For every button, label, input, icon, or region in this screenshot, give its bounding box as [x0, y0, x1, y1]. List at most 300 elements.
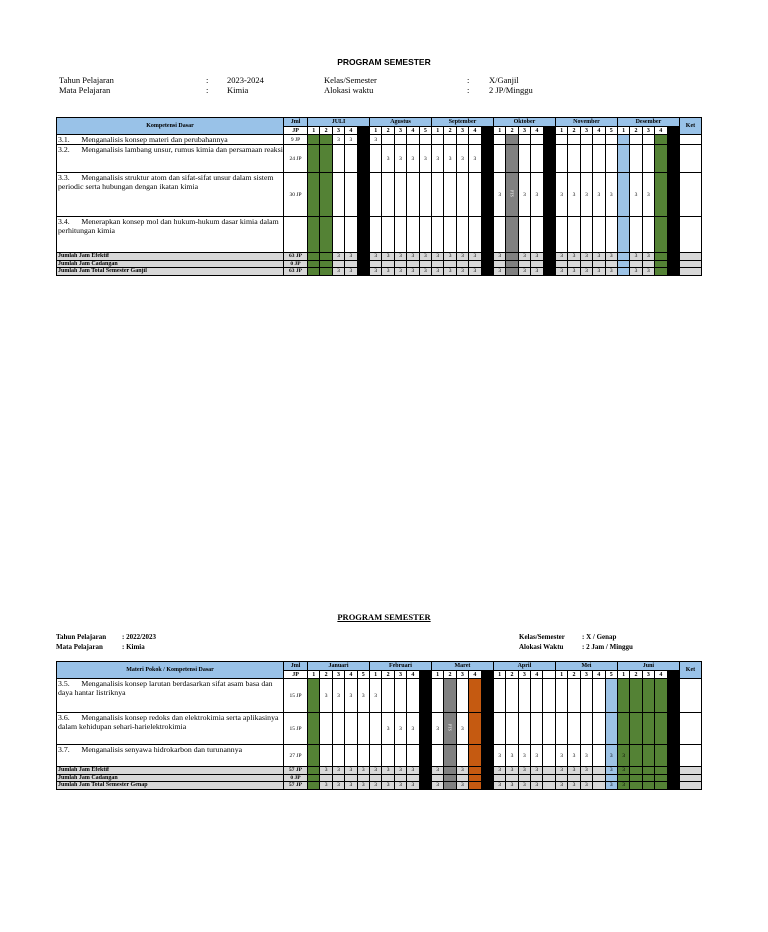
summary-cell: 3	[456, 782, 468, 790]
tahun-sep: :	[206, 75, 209, 85]
alokasi-value: 2 JP/Minggu	[489, 85, 533, 95]
week-cell	[555, 217, 567, 253]
summary-cell	[357, 268, 369, 276]
jp-cell: 9 JP	[284, 135, 308, 145]
page-title-ganjil: PROGRAM SEMESTER	[337, 57, 431, 67]
summary-cell: 3	[531, 782, 543, 790]
week-header: 1	[617, 671, 629, 679]
week-cell	[617, 145, 629, 173]
week-cell: 3	[320, 679, 332, 713]
kd-cell	[57, 135, 284, 145]
summary-cell	[617, 260, 629, 268]
summary-cell: 3	[580, 268, 592, 276]
week-cell	[469, 679, 481, 713]
week-cell	[308, 745, 320, 767]
week-cell	[407, 745, 419, 767]
summary-cell	[345, 774, 357, 782]
summary-cell: 3	[605, 767, 617, 775]
summary-cell	[357, 774, 369, 782]
week-cell: 3	[506, 745, 518, 767]
week-header: 2	[568, 127, 580, 135]
week-header: 3	[332, 127, 344, 135]
pts-label: PTS	[509, 190, 515, 197]
week-header: 4	[593, 127, 605, 135]
week-header: 3	[456, 127, 468, 135]
info-ganjil	[59, 75, 559, 97]
summary-cell	[419, 260, 431, 268]
week-cell	[469, 173, 481, 217]
summary-cell	[555, 260, 567, 268]
summary-cell	[667, 774, 679, 782]
week-cell	[407, 679, 419, 713]
week-header: 2	[320, 127, 332, 135]
week-header: 4	[655, 671, 667, 679]
program-semester-table-ganjil	[56, 117, 702, 276]
week-cell	[357, 713, 369, 745]
week-cell	[308, 145, 320, 173]
month-header: September	[432, 118, 494, 127]
summary-cell: 3	[332, 767, 344, 775]
week-cell: 3	[432, 145, 444, 173]
summary-cell: 3	[555, 268, 567, 276]
summary-cell: 3	[568, 782, 580, 790]
summary-cell: 3	[394, 253, 406, 261]
summary-cell: 3	[345, 268, 357, 276]
summary-label: Jumlah Jam Total Semester Ganjil	[57, 268, 284, 276]
week-cell	[432, 217, 444, 253]
summary-cell: 3	[394, 767, 406, 775]
week-cell	[332, 173, 344, 217]
week-cell	[667, 217, 679, 253]
summary-cell	[481, 782, 493, 790]
summary-cell: 3	[506, 767, 518, 775]
kd-cell	[57, 145, 284, 173]
summary-cell	[456, 260, 468, 268]
week-header: 2	[444, 671, 456, 679]
week-header: 2	[382, 127, 394, 135]
summary-cell	[419, 767, 431, 775]
week-cell	[493, 713, 505, 745]
summary-cell: 3	[407, 268, 419, 276]
week-cell	[444, 173, 456, 217]
summary-cell: 3	[456, 253, 468, 261]
summary-cell: 3	[332, 253, 344, 261]
week-cell	[655, 135, 667, 145]
week-cell	[308, 713, 320, 745]
week-cell	[655, 217, 667, 253]
program-semester-table-genap	[56, 661, 702, 790]
week-cell	[605, 713, 617, 745]
info-genap	[56, 632, 702, 654]
summary-row	[57, 253, 702, 261]
summary-cell: 3	[469, 253, 481, 261]
week-cell: 3	[370, 135, 382, 145]
week-cell	[444, 713, 456, 745]
week-cell: 3	[518, 745, 530, 767]
week-cell: 3	[357, 679, 369, 713]
summary-cell: 3	[382, 253, 394, 261]
week-cell	[456, 217, 468, 253]
week-header: 2	[506, 671, 518, 679]
ket-cell	[679, 135, 701, 145]
week-cell	[320, 145, 332, 173]
week-cell	[593, 145, 605, 173]
summary-cell: 3	[407, 782, 419, 790]
table-row	[57, 145, 702, 173]
summary-cell	[667, 260, 679, 268]
week-cell: 3	[431, 713, 443, 745]
summary-label: Jumlah Jam Cadangan	[57, 774, 284, 782]
week-cell	[494, 217, 506, 253]
summary-cell: 3	[332, 268, 344, 276]
week-cell	[642, 217, 654, 253]
week-cell	[630, 713, 642, 745]
week-cell	[481, 217, 493, 253]
summary-cell: 3	[320, 767, 332, 775]
kd-text: Menerapkan konsep mol dan hukum-hukum dasar kimia dalam perhitungan kimia	[58, 217, 279, 235]
summary-cell	[593, 782, 605, 790]
summary-cell: 3	[369, 782, 381, 790]
week-header: 4	[531, 127, 543, 135]
week-header	[667, 671, 679, 679]
week-cell	[357, 745, 369, 767]
summary-cell: 3	[369, 767, 381, 775]
week-cell	[518, 679, 530, 713]
summary-cell	[543, 253, 555, 261]
col-header-kd: Kompetensi Dasar	[57, 118, 284, 135]
kd-number: 3.4.	[58, 217, 70, 226]
summary-cell	[617, 253, 629, 261]
week-cell	[543, 745, 555, 767]
summary-cell: 3	[605, 253, 617, 261]
week-cell	[431, 679, 443, 713]
summary-cell: 3	[593, 268, 605, 276]
summary-cell	[345, 260, 357, 268]
week-header: 2	[630, 671, 642, 679]
summary-label: Jumlah Jam Efektif	[57, 253, 284, 261]
week-header	[667, 127, 679, 135]
week-header	[543, 671, 555, 679]
summary-jp: 0 JP	[284, 260, 308, 268]
summary-cell	[568, 260, 580, 268]
week-cell	[456, 173, 468, 217]
week-cell: 3	[382, 145, 394, 173]
week-header: 4	[593, 671, 605, 679]
kd-cell	[57, 173, 284, 217]
month-header: Maret	[431, 662, 493, 671]
summary-cell	[531, 260, 543, 268]
summary-cell: 3	[432, 253, 444, 261]
kelas-label: Kelas/Semester	[324, 75, 377, 85]
week-cell	[407, 173, 419, 217]
summary-cell	[481, 253, 493, 261]
summary-cell: 3	[419, 253, 431, 261]
summary-cell	[655, 774, 667, 782]
week-cell	[382, 217, 394, 253]
table-row	[57, 173, 702, 217]
week-cell: 3	[531, 173, 543, 217]
summary-cell: 3	[432, 268, 444, 276]
week-cell	[531, 713, 543, 745]
summary-cell	[605, 774, 617, 782]
week-cell	[568, 217, 580, 253]
summary-cell: 3	[555, 782, 567, 790]
summary-cell	[543, 774, 555, 782]
week-cell	[555, 135, 567, 145]
week-cell	[432, 173, 444, 217]
week-cell: 3	[531, 745, 543, 767]
week-cell	[481, 679, 493, 713]
week-cell	[419, 713, 431, 745]
summary-cell: 3	[531, 268, 543, 276]
week-cell	[531, 135, 543, 145]
summary-cell: 3	[320, 782, 332, 790]
week-cell	[630, 745, 642, 767]
week-cell	[642, 145, 654, 173]
kd-cell	[57, 713, 284, 745]
week-cell	[320, 713, 332, 745]
col-header-jp: JP	[284, 127, 308, 135]
week-header: 4	[469, 671, 481, 679]
week-cell	[506, 173, 518, 217]
week-cell: 3	[605, 173, 617, 217]
week-cell	[655, 713, 667, 745]
summary-cell: 3	[580, 782, 592, 790]
week-cell	[543, 173, 555, 217]
kd-text: Menganalisis konsep redoks dan elektrokimia serta aplikasinya dalam kehidupan sehari-harielektrokimia	[58, 713, 279, 731]
summary-cell	[543, 260, 555, 268]
kd-text: Menganalisis struktur atom dan sifat-sifat unsur dalam sistem periodic serta hubungan dengan ikatan kimia	[58, 173, 274, 191]
week-header: 2	[630, 127, 642, 135]
summary-cell	[469, 260, 481, 268]
mapel-value: : Kimia	[122, 643, 145, 651]
week-cell: 3	[407, 145, 419, 173]
week-cell: 3	[345, 135, 357, 145]
week-cell	[593, 745, 605, 767]
week-cell	[308, 217, 320, 253]
kelas-label: Kelas/Semester	[519, 633, 565, 641]
week-cell	[481, 745, 493, 767]
summary-cell: 3	[345, 767, 357, 775]
week-cell: 3	[444, 145, 456, 173]
week-cell: 3	[642, 173, 654, 217]
week-cell	[444, 217, 456, 253]
summary-cell	[655, 782, 667, 790]
summary-cell: 3	[494, 253, 506, 261]
summary-cell	[518, 260, 530, 268]
summary-cell	[481, 268, 493, 276]
kd-number: 3.7.	[58, 745, 70, 754]
week-header: 1	[494, 127, 506, 135]
summary-label: Jumlah Jam Efektif	[57, 767, 284, 775]
week-header: 4	[407, 671, 419, 679]
week-cell	[655, 745, 667, 767]
week-header: 3	[580, 671, 592, 679]
summary-cell: 3	[580, 253, 592, 261]
week-header: 5	[357, 671, 369, 679]
kelas-sep: :	[467, 75, 470, 85]
week-cell: 3	[332, 135, 344, 145]
mapel-label: Mata Pelajaran	[56, 643, 103, 651]
summary-cell	[444, 260, 456, 268]
summary-cell	[593, 767, 605, 775]
week-cell	[506, 135, 518, 145]
week-cell	[531, 145, 543, 173]
week-cell	[444, 745, 456, 767]
week-cell	[642, 135, 654, 145]
table-row	[57, 135, 702, 145]
week-cell	[605, 217, 617, 253]
week-cell	[580, 145, 592, 173]
ket-cell	[679, 217, 701, 253]
summary-cell: 3	[568, 253, 580, 261]
week-cell: 3	[518, 173, 530, 217]
summary-cell: 3	[419, 268, 431, 276]
week-cell	[320, 745, 332, 767]
summary-cell	[407, 260, 419, 268]
summary-cell: 3	[444, 253, 456, 261]
month-header: Oktober	[494, 118, 556, 127]
summary-cell	[493, 774, 505, 782]
week-cell	[518, 145, 530, 173]
week-header: 3	[642, 671, 654, 679]
summary-cell: 3	[493, 767, 505, 775]
summary-cell	[506, 268, 518, 276]
week-cell: 3	[382, 713, 394, 745]
summary-cell	[617, 774, 629, 782]
week-cell	[419, 135, 431, 145]
week-cell: 3	[494, 173, 506, 217]
week-cell	[555, 145, 567, 173]
summary-cell	[655, 767, 667, 775]
week-cell	[320, 217, 332, 253]
week-cell	[382, 679, 394, 713]
jp-cell	[284, 217, 308, 253]
kd-number: 3.6.	[58, 713, 70, 722]
summary-cell	[580, 774, 592, 782]
summary-cell: 3	[332, 782, 344, 790]
summary-cell	[444, 767, 456, 775]
week-cell	[370, 173, 382, 217]
week-header: 3	[394, 127, 406, 135]
week-cell	[667, 745, 679, 767]
kelas-value: X/Ganjil	[489, 75, 519, 85]
summary-jp: 57 JP	[284, 767, 308, 775]
week-cell	[481, 135, 493, 145]
kd-cell	[57, 217, 284, 253]
week-cell: 3	[605, 745, 617, 767]
summary-cell	[642, 767, 654, 775]
week-cell	[580, 713, 592, 745]
week-cell	[332, 217, 344, 253]
summary-cell: 3	[345, 782, 357, 790]
week-cell	[605, 679, 617, 713]
kd-text: Menganalisis konsep larutan berdasarkan sifat asam basa dan daya hantar listriknya	[58, 679, 273, 697]
ket-cell	[679, 713, 701, 745]
alokasi-label: Alokasi Waktu	[519, 643, 564, 651]
week-cell	[605, 135, 617, 145]
summary-cell	[667, 767, 679, 775]
week-cell	[543, 679, 555, 713]
week-cell: 3	[617, 745, 629, 767]
tahun-label: Tahun Pelajaran	[56, 633, 107, 641]
week-cell	[345, 745, 357, 767]
col-header-ket: Ket	[679, 662, 701, 679]
kd-text: Menganalisis konsep materi dan perubahannya	[81, 135, 228, 144]
table-row	[57, 217, 702, 253]
summary-cell	[494, 260, 506, 268]
week-cell	[543, 713, 555, 745]
week-header: 1	[308, 671, 320, 679]
summary-cell: 3	[456, 767, 468, 775]
ket-cell	[679, 774, 701, 782]
week-cell: 3	[580, 173, 592, 217]
week-cell	[518, 135, 530, 145]
summary-label: Jumlah Jam Cadangan	[57, 260, 284, 268]
summary-cell: 3	[357, 782, 369, 790]
summary-row	[57, 268, 702, 276]
summary-cell: 3	[617, 767, 629, 775]
week-cell	[617, 173, 629, 217]
week-cell	[667, 173, 679, 217]
week-cell	[494, 135, 506, 145]
ket-cell	[679, 253, 701, 261]
summary-cell	[506, 774, 518, 782]
summary-cell	[593, 260, 605, 268]
week-header	[419, 671, 431, 679]
week-cell	[320, 173, 332, 217]
week-cell	[655, 145, 667, 173]
month-header: Mei	[555, 662, 617, 671]
week-header: 1	[493, 671, 505, 679]
summary-cell: 3	[518, 268, 530, 276]
week-cell	[630, 145, 642, 173]
summary-cell	[531, 774, 543, 782]
week-header: 4	[345, 127, 357, 135]
summary-cell: 3	[506, 782, 518, 790]
ket-cell	[679, 260, 701, 268]
week-cell	[593, 679, 605, 713]
summary-cell: 3	[605, 782, 617, 790]
week-cell	[580, 217, 592, 253]
summary-cell: 3	[493, 782, 505, 790]
month-header: Januari	[308, 662, 370, 671]
week-header: 3	[518, 671, 530, 679]
alokasi-value: : 2 Jam / Minggu	[582, 643, 633, 651]
week-cell: 3	[394, 145, 406, 173]
week-cell	[332, 145, 344, 173]
summary-cell: 3	[382, 767, 394, 775]
summary-cell: 3	[394, 268, 406, 276]
summary-cell: 3	[382, 268, 394, 276]
week-cell	[345, 713, 357, 745]
month-header: Juni	[617, 662, 679, 671]
week-header	[481, 671, 493, 679]
week-cell: 3	[394, 713, 406, 745]
week-cell: 3	[580, 745, 592, 767]
ket-cell	[679, 173, 701, 217]
alokasi-sep: :	[467, 85, 470, 95]
summary-cell	[444, 782, 456, 790]
week-cell: 3	[332, 679, 344, 713]
summary-cell	[469, 782, 481, 790]
week-header: 5	[419, 127, 431, 135]
summary-label: Jumlah Jam Total Semester Genap	[57, 782, 284, 790]
week-header: 4	[531, 671, 543, 679]
week-cell	[407, 217, 419, 253]
summary-cell	[419, 782, 431, 790]
week-header: 2	[568, 671, 580, 679]
